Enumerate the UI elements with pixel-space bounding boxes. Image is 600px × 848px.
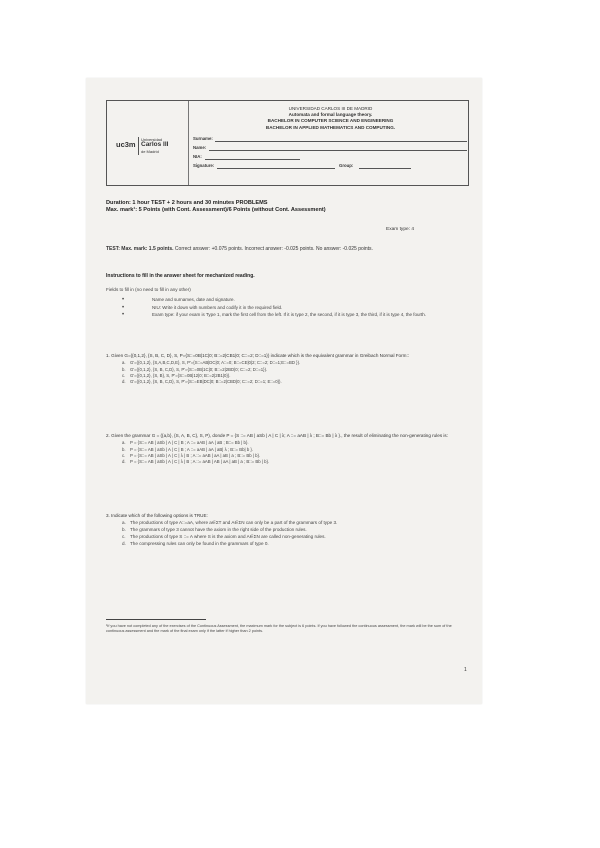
test-intro: [106, 246, 466, 253]
logo-line-3: de Madrid: [141, 148, 159, 154]
option-c: c. G'=({0,1,2}, {S, B}, S, P'={S::=0B|12|0; B::=2|2B1|0}).: [122, 372, 231, 378]
instruction-item: • Exam type: if your exam is Type 1, mark the first cell from the left. If it is type 2, the second, if it is type 3, the third, if it is type 4, the fourth.: [122, 312, 427, 318]
option-d: d. The compressing rules can only be found in the grammars of type 0.: [122, 540, 269, 546]
course-name: Automata and formal language theory.: [288, 112, 373, 118]
degree-1: BACHELOR IN COMPUTER SCIENCE AND ENGINEERING: [267, 118, 394, 124]
options-list: [106, 360, 466, 385]
exam-type: Exam type: 4: [386, 227, 414, 232]
instructions-heading: Instructions to fill in the answer sheet for mechanized reading.: [106, 273, 255, 279]
option-a: a. The productions of type A::=aA, where a∈ΣT and A∈ΣN can only be a part of the grammars of type 3.: [122, 520, 338, 526]
option-b: b. P = {S::= AB | aSb | A | C | B ; A ::= aAB | aA | aB| λ ; B::= Bb| b }.: [122, 446, 254, 452]
logo-uc3m-text: uc3m: [116, 140, 136, 149]
nia-field[interactable]: [205, 159, 300, 160]
option-a: a. G'=({0,1,2}, {S,A,B,C,D,E}, S, P'={S::=AB|DC|0; A::=0; B::=CE|0|2; C::=2; D::=1;E::=BD }).: [122, 360, 301, 366]
university-logo: [116, 137, 176, 157]
question-1: [106, 353, 466, 385]
question-stem: 3. Indicate which of the following options is TRUE:: [106, 513, 208, 518]
question-3: [106, 513, 466, 547]
bullet-icon: •: [122, 304, 125, 311]
logo-line-2: Carlos III: [141, 141, 169, 148]
logo-divider: [138, 137, 139, 155]
fields-note: Fields to fill in (no need to fill in any other): [106, 287, 191, 292]
question-stem: 2. Given the grammar G = ({a,b}, {S, A, B, C}, S, P), donde P = {S ::= AB | aSb | A | C | λ; A ::= aAB | λ ; B::= Bb | λ }., the result of eliminating the non-generating rules is:: [106, 433, 448, 438]
degree-2: BACHELOR IN APPLIED MATHEMATICS AND COMPUTING.: [265, 124, 396, 130]
option-b: b. G'=({0,1,2}, {S, B, C,D}, S, P'={S::=0B|1C|0; B::=2|2BD|0; C::=2; D::=1}).: [122, 366, 268, 372]
header-box: [106, 100, 469, 186]
duration-text: Duration: 1 hour TEST + 2 hours and 30 minutes PROBLEMS: [106, 200, 268, 206]
header-divider: [188, 101, 189, 185]
logo-wordmark: [141, 137, 181, 154]
surname-field[interactable]: [215, 141, 467, 142]
group-field[interactable]: [359, 168, 411, 169]
option-d: d. P = {S::= AB | aSb | A | C | λ | B ; A ::= aAB | AB | aA | aB | a ; B::= Bb | b}.: [122, 459, 270, 465]
instruction-item: • Name and surnames, date and signature.: [122, 297, 235, 303]
nia-label: NIA:: [193, 154, 202, 159]
bullet-icon: •: [122, 297, 125, 303]
instruction-item: • NIU: Write it down with numbers and codify it in the required field.: [122, 304, 283, 311]
instructions-list: [122, 297, 467, 320]
exam-info: [106, 200, 471, 214]
signature-field[interactable]: [217, 168, 335, 169]
name-label: Name:: [193, 145, 207, 150]
header-title-block: [193, 106, 468, 131]
options-list: [106, 520, 466, 547]
surname-label: Surname:: [193, 136, 213, 141]
question-2: [106, 433, 466, 465]
option-c: c. The productions of type S ::= A where S is the axiom and A∈ΣN are called non-generating rules.: [122, 533, 326, 539]
footnote-divider: [106, 619, 206, 620]
options-list: [106, 440, 466, 465]
test-scoring: Correct answer: +0.075 points. Incorrect answer: -0.025 points. No answer: -0.025 points.: [174, 246, 373, 252]
exam-page: [86, 78, 482, 704]
question-stem: 1. Given G=({0,1,2}, {S, B, C, D}, S, P={S::=0B|1C|0; B::=2|CB1|0; C::=2; D::=1}) indicate which is the equivalent grammar in Greibach Normal Form::: [106, 353, 410, 358]
option-b: b. The grammars of type 3 cannot have the axiom in the right side of the production rules.: [122, 527, 307, 533]
max-mark-text: Max. mark¹: 5 Points (with Cont. Assessment)/6 Points (without Cont. Assessment): [106, 207, 326, 214]
option-a: a. P = {S::= AB | aSb | A | C | B ; A ::= aAB | aA | aB ; B::= Bb | b}.: [122, 440, 249, 446]
option-d: d. G'=({0,1,2}, {S, B, C,D}, S, P'={S::=EB|DC|0; B::=2|CBD|0; C::=2; D::=1; E::=0}).: [122, 379, 282, 385]
name-field[interactable]: [209, 150, 467, 151]
logo-line-1: Universidad: [141, 137, 163, 142]
bullet-icon: •: [122, 312, 125, 318]
university-name: UNIVERSIDAD CARLOS III DE MADRID: [288, 106, 373, 111]
signature-label: Signature:: [193, 163, 215, 168]
option-c: c. P = {S::= AB | aSb | A | C | λ | B ; A ::= aAB | aA | aB | a ; B::= Bb | b}.: [122, 452, 261, 458]
test-label: TEST: Max. mark: 1.5 points.: [106, 246, 174, 252]
footnote: ¹If you have not completed any of the exercises of the Continuous Assessment, the maximum mark for the subject is 6 points. If you have followed the continuous assessment, the mark will be the sum of the continuous assessment and the mark of the final exam only if the latter if higher than 2 points.: [106, 624, 452, 634]
group-label: Group:: [339, 163, 354, 168]
page-number: 1: [464, 667, 467, 673]
